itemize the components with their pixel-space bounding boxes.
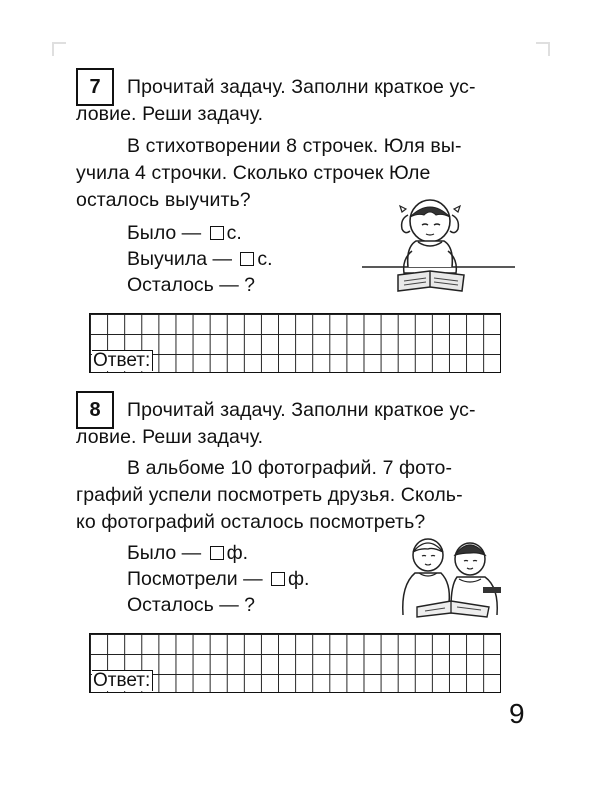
- blank-square[interactable]: [271, 572, 285, 586]
- instruction-line: ловие. Реши задачу.: [76, 103, 264, 125]
- instruction-line: Прочитай задачу. Заполни краткое ус-: [127, 76, 476, 98]
- blank-square[interactable]: [210, 546, 224, 560]
- instruction-line: ловие. Реши задачу.: [76, 426, 264, 448]
- condition-line: [127, 248, 273, 271]
- condition-label: Было —: [127, 542, 207, 564]
- problem-line: осталось выучить?: [76, 189, 251, 211]
- condition-line: [127, 568, 309, 591]
- condition-unit: с.: [257, 248, 273, 270]
- problem-line: В альбоме 10 фотографий. 7 фото-: [127, 457, 453, 479]
- condition-line: [127, 542, 248, 565]
- page-number: 9: [509, 698, 525, 729]
- condition-label: Было —: [127, 222, 207, 244]
- blank-square[interactable]: [210, 226, 224, 240]
- girl-reading-illustration: [360, 195, 520, 305]
- blank-square[interactable]: [240, 252, 254, 266]
- problem-line: ко фотографий осталось посмотреть?: [76, 511, 426, 533]
- condition-unit: ф.: [288, 568, 310, 590]
- corner-mark: [536, 42, 550, 56]
- condition-label: Посмотрели —: [127, 568, 269, 590]
- answer-grid[interactable]: [89, 313, 501, 373]
- answer-label: Ответ:: [92, 350, 153, 371]
- problem-line: графий успели посмотреть друзья. Сколь-: [76, 484, 463, 506]
- answer-label: Ответ:: [92, 670, 153, 691]
- task-number-box: 8: [76, 391, 114, 429]
- two-boys-with-album-illustration: [395, 535, 510, 630]
- condition-label: Выучила —: [127, 248, 238, 270]
- condition-line: [127, 222, 242, 245]
- corner-mark: [52, 42, 66, 56]
- answer-grid[interactable]: [89, 633, 501, 693]
- problem-line: В стихотворении 8 строчек. Юля вы-: [127, 135, 462, 157]
- problem-line: учила 4 строчки. Сколько строчек Юле: [76, 162, 431, 184]
- condition-unit: с.: [226, 222, 242, 244]
- instruction-line: Прочитай задачу. Заполни краткое ус-: [127, 399, 476, 421]
- condition-line: Осталось — ?: [127, 274, 256, 296]
- task-number-box: 7: [76, 68, 114, 106]
- condition-line: Осталось — ?: [127, 594, 256, 616]
- condition-unit: ф.: [226, 542, 249, 564]
